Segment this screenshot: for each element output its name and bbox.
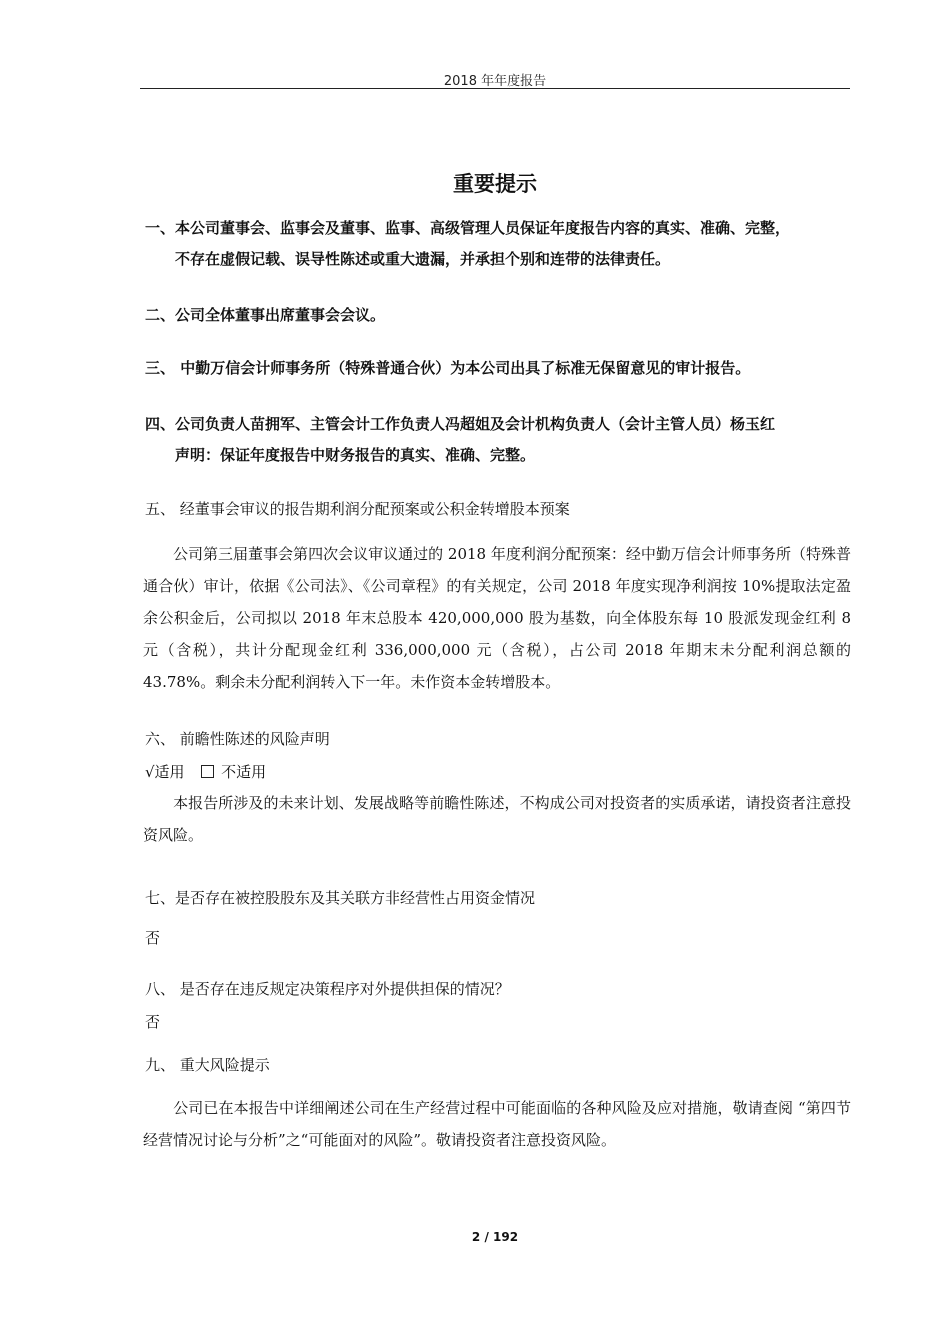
item-5-body-text: 公司第三届董事会第四次会议审议通过的 2018 年度利润分配预案：经中勤万信会计师事务所（特殊普通合伙）审计，依据《公司法》、《公司章程》的有关规定，公司 2018 年度实现净利润按 10%提取法定盈余公积金后，公司拟以 2018 年末总股本 420,000,000 股为基数，向全体股东每 10 股派发现金红利 8 元（含税），共计分配现金红利 336,000,000 元（含税），占公司 2018 年期末未分配利润总额的 43.78%。剩余未分配利润转入下一年。未作资本金转增股本。 (143, 545, 851, 691)
item-1-line-2: 不存在虚假记载、误导性陈述或重大遗漏，并承担个别和连带的法律责任。 (175, 250, 671, 268)
header-rule (140, 88, 850, 89)
page-title: 重要提示 (453, 172, 537, 196)
applicable-label: √适用 (145, 763, 185, 781)
checkbox-icon (201, 765, 214, 778)
not-applicable-label: 不适用 (221, 763, 267, 781)
item-8-heading: 八、 是否存在违反规定决策程序对外提供担保的情况？ (145, 980, 510, 998)
item-9-body-text: 公司已在本报告中详细阐述公司在生产经营过程中可能面临的各种风险及应对措施，敬请查阅 “第四节经营情况讨论与分析”之“可能面对的风险”。敬请投资者注意投资风险。 (143, 1099, 851, 1149)
item-1-line-1: 一、本公司董事会、监事会及董事、监事、高级管理人员保证年度报告内容的真实、准确、完整， (145, 219, 791, 237)
item-9-body (143, 1092, 851, 1156)
item-5-body (143, 538, 851, 698)
item-5-heading: 五、 经董事会审议的报告期利润分配预案或公积金转增股本预案 (145, 500, 570, 518)
item-4-line-2: 声明：保证年度报告中财务报告的真实、准确、完整。 (175, 446, 536, 464)
applicability-row (145, 760, 266, 784)
item-1 (145, 213, 857, 275)
item-8-answer: 否 (145, 1013, 161, 1031)
item-3: 三、 中勤万信会计师事务所（特殊普通合伙）为本公司出具了标准无保留意见的审计报告。 (145, 359, 751, 377)
item-9-heading: 九、 重大风险提示 (145, 1056, 270, 1074)
item-6-body (143, 787, 851, 851)
item-6-heading: 六、 前瞻性陈述的风险声明 (145, 730, 330, 748)
item-6-body-text: 本报告所涉及的未来计划、发展战略等前瞻性陈述，不构成公司对投资者的实质承诺，请投资者注意投资风险。 (143, 794, 851, 844)
item-7-heading: 七、是否存在被控股股东及其关联方非经营性占用资金情况 (145, 889, 536, 907)
item-4 (145, 409, 857, 471)
page-header: 2018 年年度报告 (443, 74, 547, 89)
page-number: 2 / 192 (471, 1230, 519, 1244)
item-4-line-1: 四、公司负责人苗拥军、主管会计工作负责人冯超姐及会计机构负责人（会计主管人员）杨玉红 (145, 415, 776, 433)
item-7-answer: 否 (145, 929, 161, 947)
item-2: 二、公司全体董事出席董事会会议。 (145, 306, 386, 324)
